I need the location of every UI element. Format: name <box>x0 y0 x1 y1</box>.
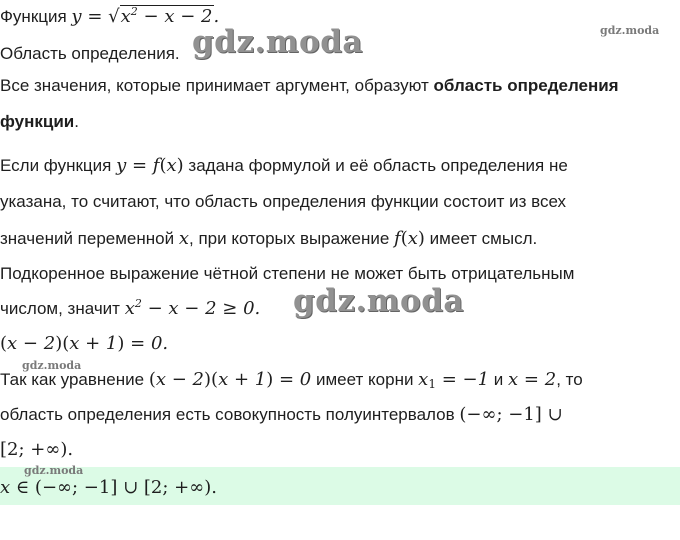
variable-x: x <box>178 228 189 249</box>
roots-text-a: Так как уравнение <box>0 370 149 389</box>
root-1: x1 = −1 <box>418 369 490 391</box>
watermark-small-top-right: gdz.moda <box>600 24 660 37</box>
rule-text-c: имеет смысл. <box>424 229 538 248</box>
rule-text-start: Если функция <box>0 156 117 175</box>
roots-text-c: , то <box>556 370 583 389</box>
factored-equation: (x − 2)(x + 1) = 0. <box>0 333 169 354</box>
rule-formula: y = f(x) <box>116 155 184 176</box>
radicand-line-2 <box>0 298 260 320</box>
watermark-small-left: gdz.moda <box>22 359 82 372</box>
intervals-text: область определения есть совокупность полуинтервалов <box>0 405 460 424</box>
definition-line-2 <box>0 111 79 133</box>
rule-line-1 <box>0 155 568 177</box>
definition-term: область определения <box>433 76 619 95</box>
roots-text-b: имеет корни <box>311 370 419 389</box>
rule-line-3 <box>0 228 537 250</box>
intervals-line <box>0 404 563 426</box>
rule-text-a: значений переменной <box>0 229 179 248</box>
watermark-large-middle: gdz.moda <box>293 283 464 319</box>
radicand-line-1: Подкоренное выражение чётной степени не может быть отрицательным <box>0 264 575 283</box>
interval-left: (−∞; −1] ∪ <box>459 404 563 425</box>
roots-line <box>0 369 583 395</box>
definition-line-1 <box>0 75 619 97</box>
rule-text-b: , при которых выражение <box>189 229 395 248</box>
interval-right-line <box>0 439 73 461</box>
factored-equation-line <box>0 333 168 355</box>
roots-and: и <box>489 370 509 389</box>
radicand-text: числом, значит <box>0 299 125 318</box>
function-label: Функция <box>0 7 72 26</box>
rule-line-2: указана, то считают, что область определения функции состоит из всех <box>0 192 567 211</box>
rule-text-end: задана формулой и её область определения не <box>183 156 568 175</box>
definition-period: . <box>74 112 79 131</box>
roots-equation: (x − 2)(x + 1) = 0 <box>148 369 312 390</box>
domain-heading: Область определения. <box>0 44 180 63</box>
answer-formula: x ∈ (−∞; −1] ∪ [2; +∞). <box>0 477 217 498</box>
function-title-line <box>0 6 219 28</box>
interval-right: [2; +∞). <box>0 439 74 460</box>
function-formula: $y = √x^2 - x - 2$. <box>71 5 220 27</box>
expression-fx: f(x) <box>394 228 425 249</box>
definition-text: Все значения, которые принимает аргумент, образуют <box>0 76 434 95</box>
inequality-formula: $x^2 - x - 2 \ge 0$. <box>124 297 261 319</box>
watermark-large-top: gdz.moda <box>192 24 363 60</box>
answer-line <box>0 477 217 499</box>
definition-term-end: функции <box>0 112 75 131</box>
root-2: x = 2 <box>508 369 557 390</box>
watermark-small-answer: gdz.moda <box>24 464 84 477</box>
